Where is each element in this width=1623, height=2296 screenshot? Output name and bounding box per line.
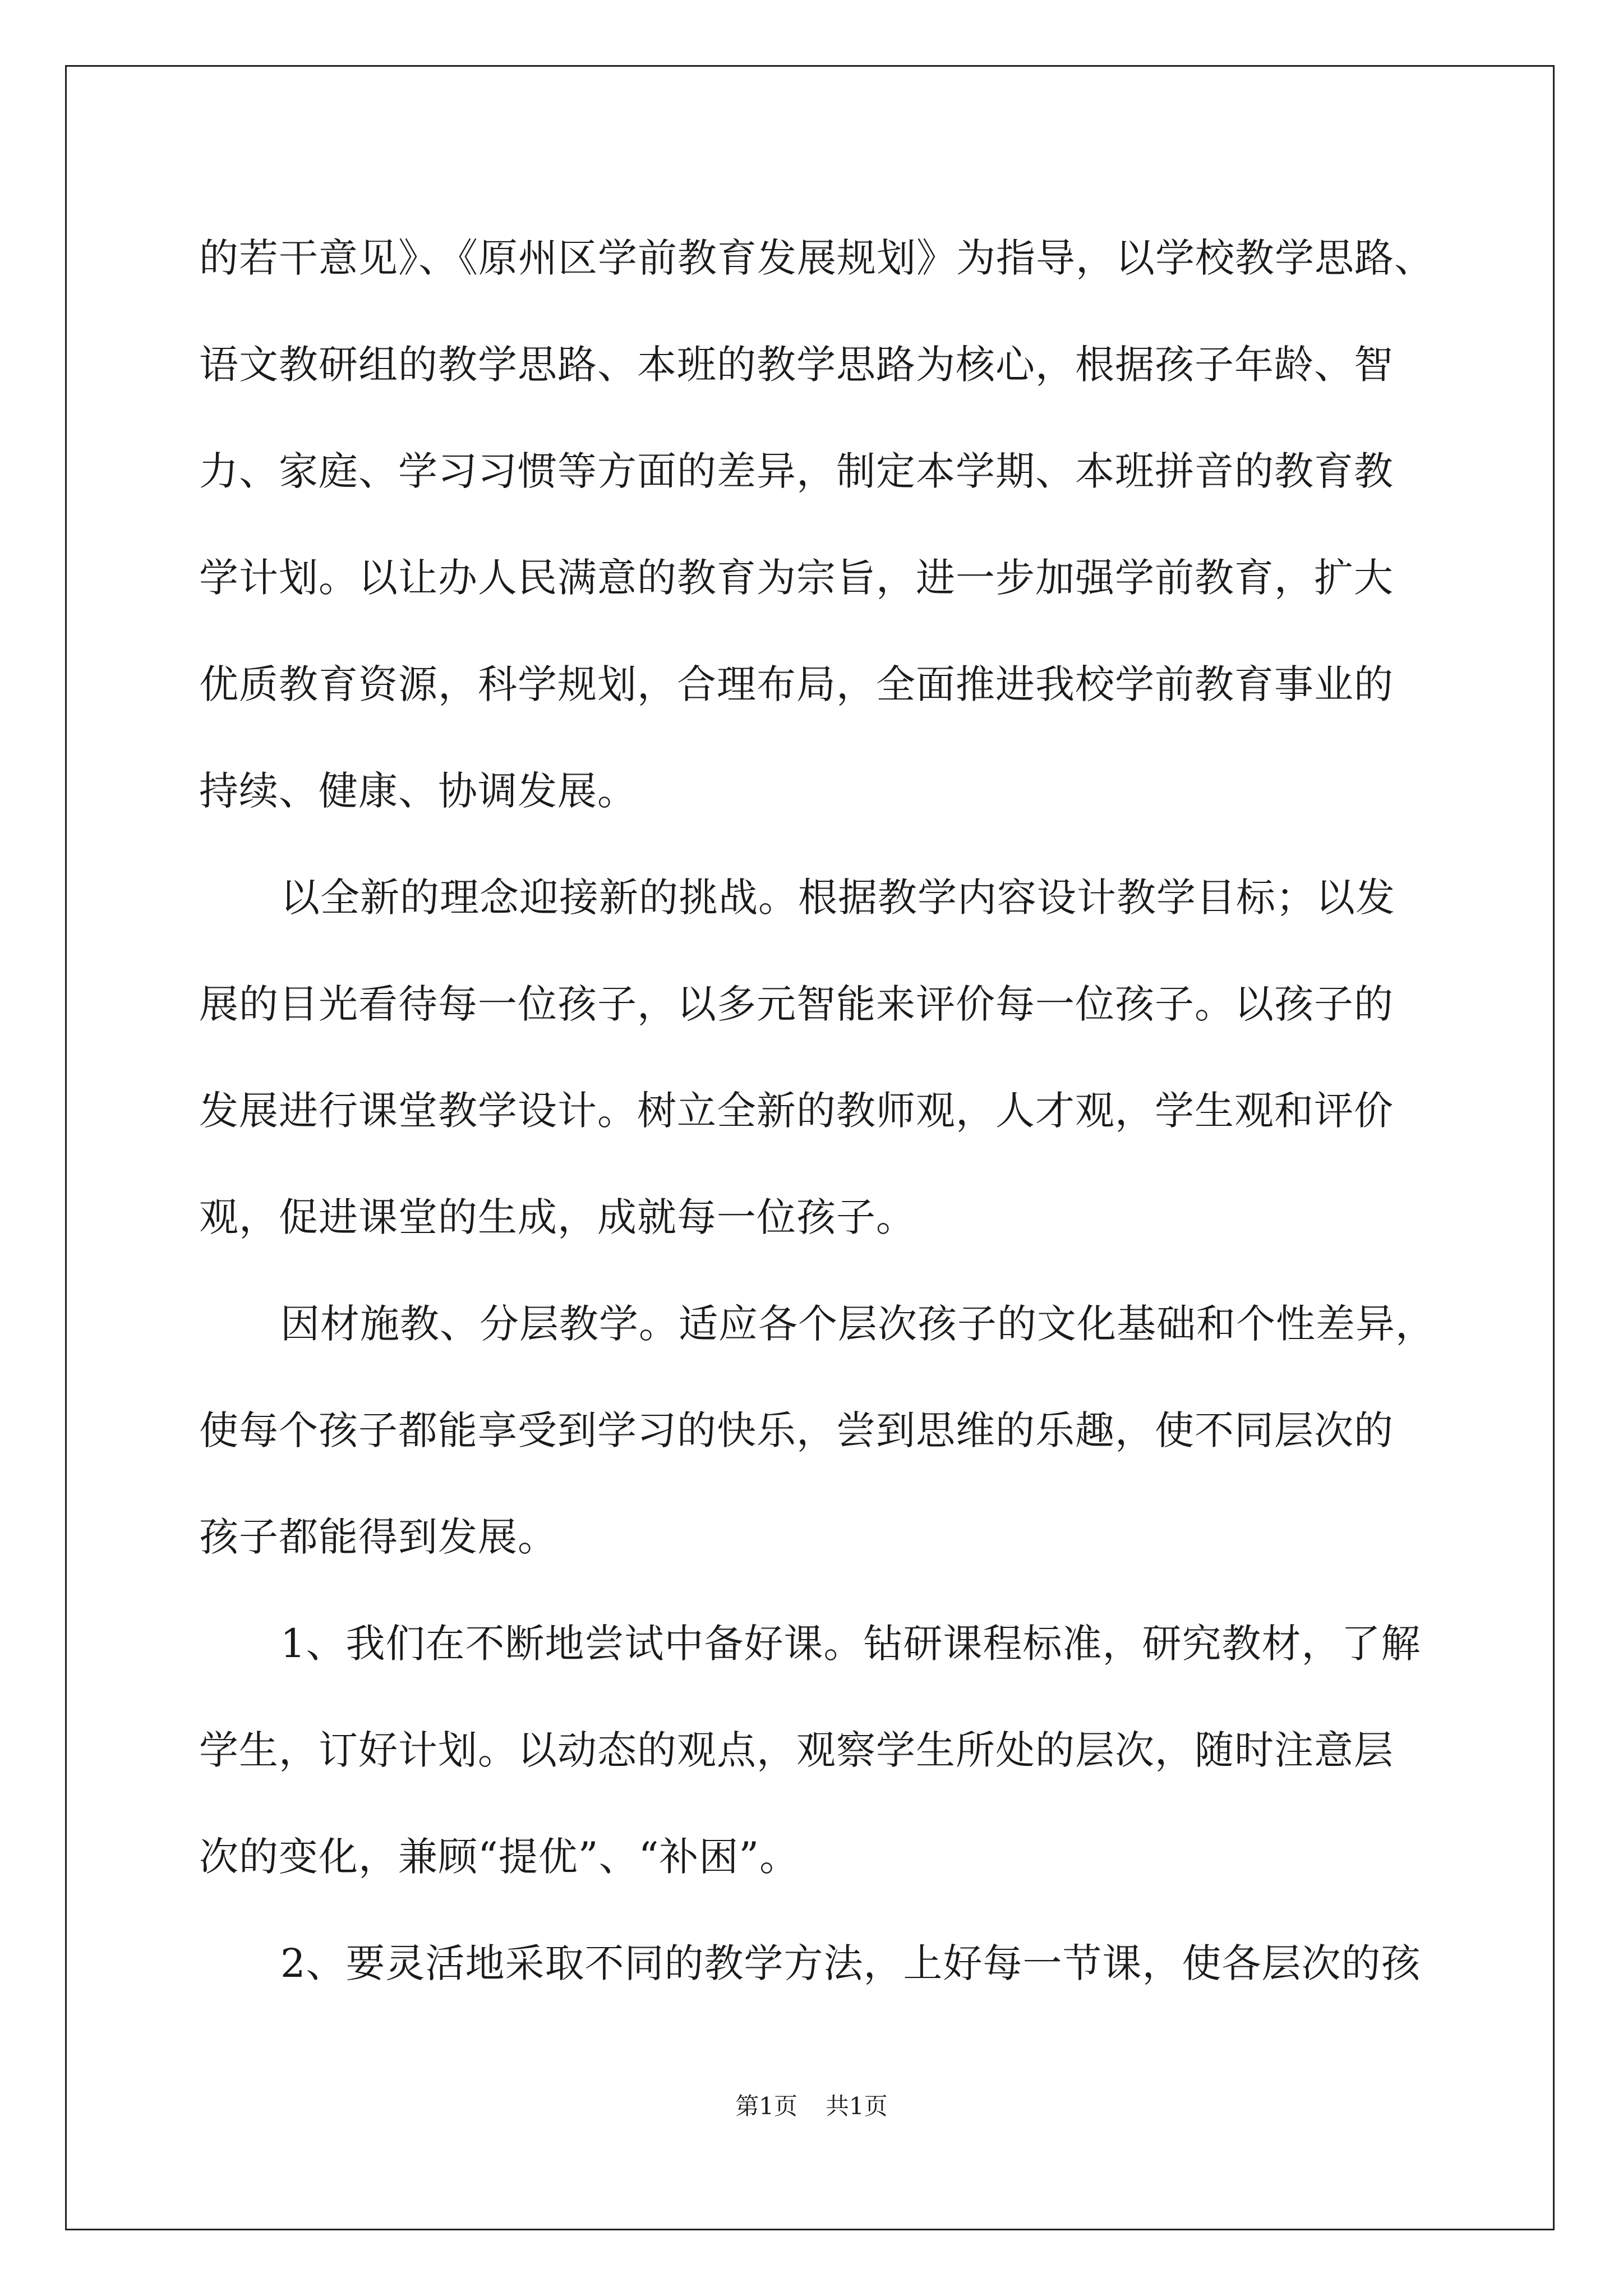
- text-line: 孩子都能得到发展。: [199, 1514, 557, 1560]
- text-line: 使每个孩子都能享受到学习的快乐，尝到思维的乐趣，使不同层次的: [199, 1407, 1394, 1453]
- page-total: 共1页: [826, 2092, 888, 2120]
- text-line: 展的目光看待每一位孩子，以多元智能来评价每一位孩子。以孩子的: [199, 981, 1394, 1027]
- document-body: [199, 205, 1455, 2017]
- page-footer: [0, 2090, 1623, 2123]
- text-line: 次的变化，兼顾“提优”、“补困”。: [199, 1834, 800, 1880]
- text-line: 学计划。以让办人民满意的教育为宗旨，进一步加强学前教育，扩大: [199, 555, 1394, 601]
- text-line: 发展进行课堂教学设计。树立全新的教师观，人才观，学生观和评价: [199, 1088, 1394, 1134]
- paragraph-first-line: 因材施教、分层教学。适应各个层次孩子的文化基础和个性差异，: [280, 1301, 1435, 1347]
- text-line: 力、家庭、学习习惯等方面的差异，制定本学期、本班拼音的教育教: [199, 448, 1394, 494]
- paragraph-first-line: 以全新的理念迎接新的挑战。根据教学内容设计教学目标；以发: [280, 875, 1395, 921]
- text-line: 语文教研组的教学思路、本班的教学思路为核心，根据孩子年龄、智: [199, 342, 1394, 388]
- text-line: 持续、健康、协调发展。: [199, 768, 637, 814]
- text-line: 学生，订好计划。以动态的观点，观察学生所处的层次，随时注意层: [199, 1727, 1394, 1773]
- text-line: 优质教育资源，科学规划，合理布局，全面推进我校学前教育事业的: [199, 661, 1394, 707]
- text-line: 的若干意见》、《原州区学前教育发展规划》为指导，以学校教学思路、: [199, 235, 1434, 281]
- paragraph-first-line: 1、我们在不断地尝试中备好课。钻研课程标准，研究教材，了解: [280, 1621, 1421, 1667]
- text-line: 观，促进课堂的生成，成就每一位孩子。: [199, 1194, 916, 1240]
- paragraph-first-line: 2、要灵活地采取不同的教学方法，上好每一节课，使各层次的孩: [280, 1940, 1421, 1986]
- page-number: 第1页: [735, 2092, 797, 2120]
